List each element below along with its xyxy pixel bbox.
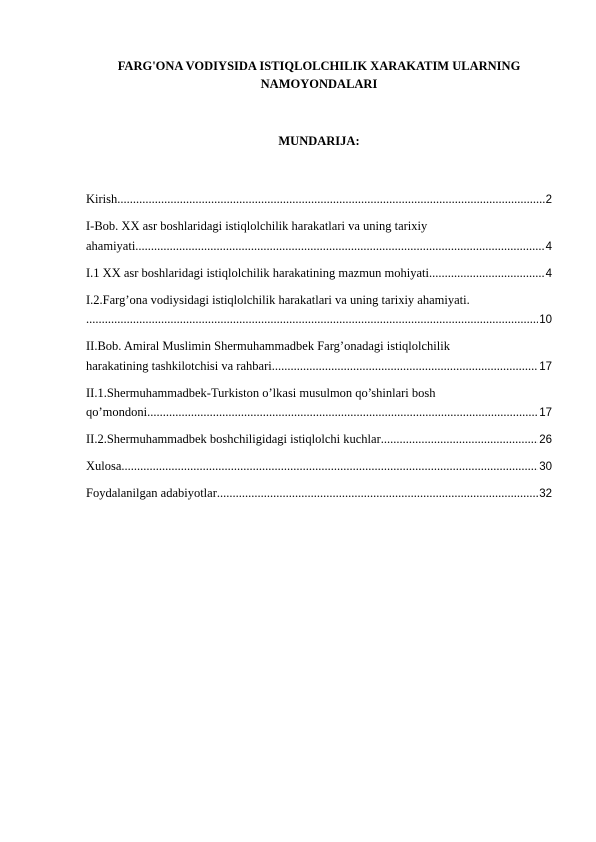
toc-entry-section-1-2[interactable] [86,291,552,331]
toc-entry-chapter-2[interactable] [86,337,552,377]
toc-page-number: 4 [545,267,552,280]
toc-page-number: 4 [545,240,552,253]
toc-dot-leader [86,310,538,330]
toc-entry-text-line-1: II.1.Shermuhammadbek-Turkiston o’lkasi musulmon qo’shinlari bosh [86,385,436,400]
toc-entry-text: ahamiyati [86,238,136,253]
toc-dot-leader [117,190,544,210]
toc-page-number: 17 [539,407,552,419]
toc-entry-conclusion[interactable] [86,457,552,478]
contents-heading: MUNDARIJA: [278,134,360,148]
toc-dot-leader [121,457,538,477]
toc-page-number: 2 [545,194,552,206]
toc-entry-text: qo’mondoni [86,405,148,419]
toc-entry-text: Kirish [86,192,118,206]
toc-entry-text-line-1: I.2.Farg’ona vodiysidagi istiqlolchilik harakatlari va uning tarixiy ahamiyati. [86,292,470,307]
toc-dot-leader [272,357,538,377]
toc-dot-leader [381,430,538,450]
toc-entry-references[interactable] [86,484,552,505]
toc-dot-leader [429,264,545,284]
toc-entry-section-2-1[interactable] [86,384,552,424]
toc-entry-introduction[interactable] [86,190,552,211]
toc-entry-chapter-1[interactable] [86,217,552,257]
toc-dot-leader [147,403,538,423]
toc-entry-section-1-1[interactable] [86,264,552,285]
title-line-2: NAMOYONDALARI [260,77,378,91]
toc-page-number: 10 [539,314,552,326]
toc-entry-text: II.2.Shermuhammadbek boshchiligidagi istiqlolchi kuchlar [86,432,381,446]
toc-entry-text-line-1: I-Bob. XX asr boshlaridagi istiqlolchilik harakatlari va uning tarixiy [86,219,428,233]
toc-entry-section-2-2[interactable] [86,430,552,451]
toc-page-number: 26 [539,434,552,446]
toc-entry-text-line-1: II.Bob. Amiral Muslimin Shermuhammadbek Farg’onadagi istiqlolchilik [86,339,450,353]
title-line-1: FARG'ONA VODIYSIDA ISTIQLOLCHILIK XARAKATIM ULARNING [117,59,521,73]
toc-page-number: 30 [539,461,552,473]
table-of-contents [86,190,552,511]
toc-entry-text: I.1 XX asr boshlaridagi istiqlolchilik harakatining mazmun mohiyati [86,265,429,280]
toc-dot-leader [217,484,538,504]
toc-entry-text: Foydalanilgan adabiyotlar [86,486,217,500]
toc-entry-text: harakatining tashkilotchisi va rahbari [86,358,272,373]
toc-entry-text: Xulosa [86,459,122,473]
toc-page-number: 17 [539,360,552,373]
document-title [86,57,552,93]
toc-page-number: 32 [539,488,552,500]
toc-dot-leader [135,237,544,257]
